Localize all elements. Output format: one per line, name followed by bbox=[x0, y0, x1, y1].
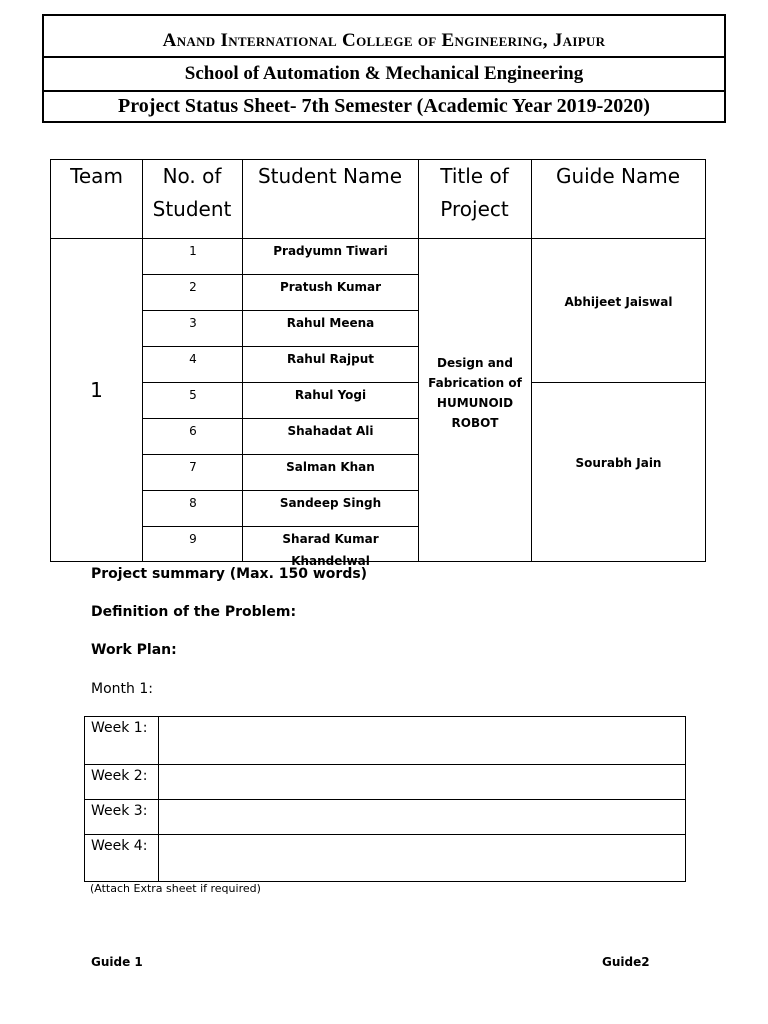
month-label: Month 1: bbox=[91, 681, 153, 697]
column-header-line: Project bbox=[440, 197, 509, 221]
project-title-line: HUMUNOID bbox=[436, 396, 514, 410]
project-table bbox=[50, 159, 706, 568]
student-number: 5 bbox=[189, 388, 197, 402]
column-header-team: Team bbox=[70, 164, 123, 188]
student-name: Sandeep Singh bbox=[279, 496, 382, 510]
extra-sheet-note: (Attach Extra sheet if required) bbox=[90, 882, 261, 895]
student-name: Pratush Kumar bbox=[279, 280, 382, 294]
student-number: 8 bbox=[189, 496, 197, 510]
week-label: Week 4: bbox=[91, 838, 148, 854]
column-header-guide-name: Guide Name bbox=[555, 164, 681, 188]
project-title-line: ROBOT bbox=[451, 416, 499, 430]
project-summary-label: Project summary (Max. 150 words) bbox=[91, 566, 368, 582]
student-name: Salman Khan bbox=[286, 460, 375, 474]
school-name: School of Automation & Mechanical Engineering bbox=[44, 56, 724, 90]
column-header-line: No. of bbox=[162, 164, 222, 188]
student-number: 2 bbox=[189, 280, 197, 294]
week-label: Week 3: bbox=[91, 803, 148, 819]
student-name: Rahul Rajput bbox=[286, 352, 375, 366]
guide-name-2: Sourabh Jain bbox=[575, 456, 662, 470]
sheet-title: Project Status Sheet- 7th Semester (Academic Year 2019-2020) bbox=[44, 90, 724, 121]
student-number: 9 bbox=[189, 532, 197, 546]
college-name: Anand International College of Engineering, Jaipur bbox=[162, 30, 606, 51]
guide-name-1: Abhijeet Jaiswal bbox=[564, 295, 673, 309]
column-header-no-of-student bbox=[142, 160, 242, 226]
guide-1-signature-label: Guide 1 bbox=[91, 955, 143, 969]
week-label: Week 1: bbox=[91, 720, 148, 736]
guide-2-signature-label: Guide2 bbox=[602, 955, 650, 969]
project-title-line: Fabrication of bbox=[428, 376, 522, 390]
student-number: 7 bbox=[189, 460, 197, 474]
student-name: Pradyumn Tiwari bbox=[273, 244, 388, 258]
project-title-line: Design and bbox=[437, 356, 513, 370]
student-name: Rahul Yogi bbox=[294, 388, 367, 402]
weekly-plan-table bbox=[84, 716, 686, 882]
student-number: 4 bbox=[189, 352, 197, 366]
column-header-title-of-project bbox=[418, 160, 531, 226]
column-header-line: Title of bbox=[440, 164, 509, 188]
student-number: 6 bbox=[189, 424, 197, 438]
project-title bbox=[419, 353, 531, 433]
team-number: 1 bbox=[90, 378, 103, 402]
student-number: 3 bbox=[189, 316, 197, 330]
column-header-student-name: Student Name bbox=[257, 164, 403, 188]
week-label: Week 2: bbox=[91, 768, 148, 784]
student-name: Rahul Meena bbox=[286, 316, 375, 330]
document-header bbox=[42, 14, 726, 123]
student-name: Shahadat Ali bbox=[287, 424, 374, 438]
student-name: Sharad Kumar Khandelwal bbox=[282, 532, 379, 568]
problem-definition-label: Definition of the Problem: bbox=[91, 604, 297, 620]
column-header-line: Student bbox=[152, 197, 232, 221]
work-plan-label: Work Plan: bbox=[91, 642, 177, 658]
student-number: 1 bbox=[189, 244, 197, 258]
